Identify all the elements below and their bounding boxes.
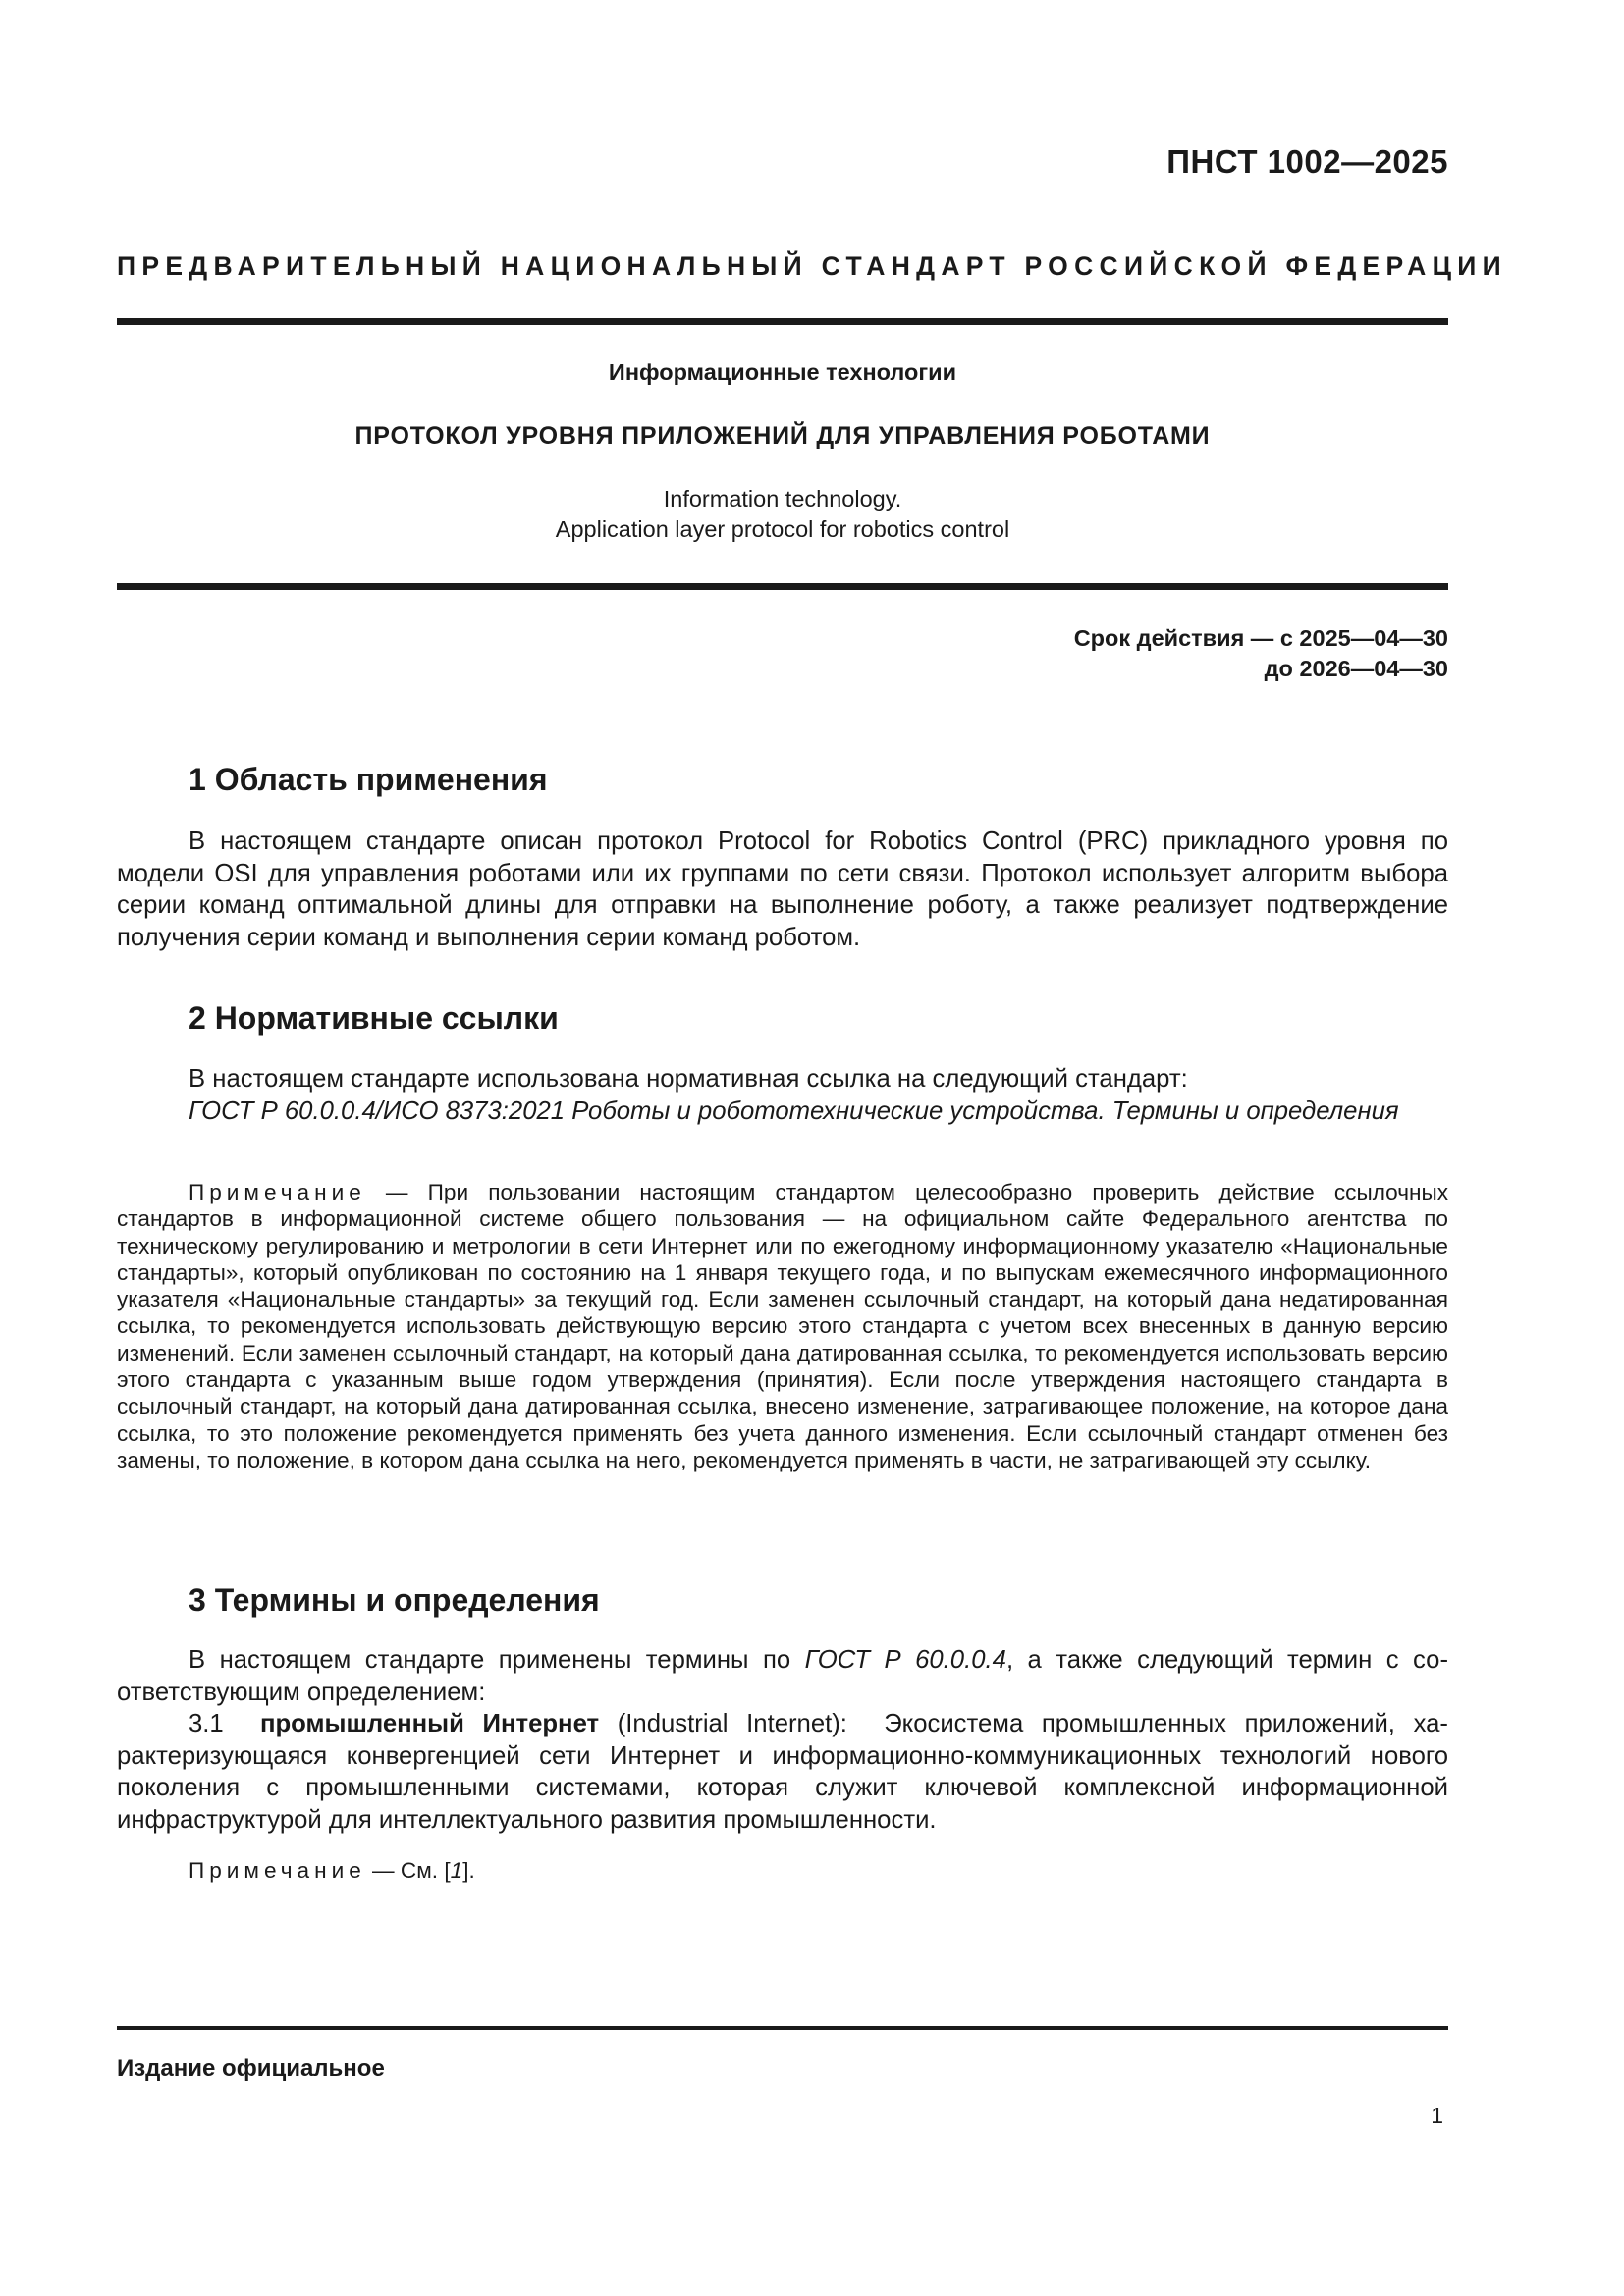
note-text-end: ].: [462, 1858, 475, 1883]
bibliography-ref: 1: [450, 1858, 463, 1883]
term-definition: [117, 1708, 1448, 1836]
footer-divider: [117, 2026, 1448, 2030]
official-edition-label: Издание официальное: [117, 2056, 385, 2082]
subject-title: Информационные технологии: [608, 359, 957, 385]
series-title: ПРЕДВАРИТЕЛЬНЫЙ НАЦИОНАЛЬНЫЙ СТАНДАРТ РОССИЙСКОЙ ФЕДЕРАЦИИ: [117, 251, 1507, 281]
divider: [117, 318, 1448, 325]
reference-item: ГОСТ Р 60.0.0.4/ИСО 8373:2021 Роботы и робототехнические устройства. Термины и определения: [189, 1097, 1399, 1125]
note-label: Примечание: [189, 1858, 366, 1883]
terms-intro-text: В настоящем стандарте применены термины по: [189, 1646, 805, 1674]
main-title: ПРОТОКОЛ УРОВНЯ ПРИЛОЖЕНИЙ ДЛЯ УПРАВЛЕНИЯ РОБОТАМИ: [354, 422, 1211, 450]
terms-intro-reference: ГОСТ Р 60.0.0.4: [804, 1646, 1006, 1674]
terms-note: [189, 1858, 475, 1884]
terms-intro-text-end: , а также следующий термин с соответствующим определением:: [117, 1646, 1448, 1706]
english-title-line2: Application layer protocol for robotics control: [555, 516, 1010, 542]
document-number: ПНСТ 1002—2025: [1166, 143, 1448, 180]
note-text-start: — См. [: [365, 1858, 451, 1883]
references-intro: В настоящем стандарте использована нормативная ссылка на следующий стандарт:: [189, 1065, 1188, 1093]
validity-to: до 2026—04—30: [1264, 656, 1448, 681]
references-note: [117, 1179, 1448, 1473]
validity-period: [1074, 623, 1448, 684]
term-number: 3.1: [189, 1710, 224, 1737]
section-heading-scope: 1 Область применения: [189, 762, 548, 797]
section-heading-terms: 3 Термины и определения: [189, 1582, 600, 1618]
scope-paragraph: В настоящем стандарте описан протокол Protocol for Robotics Control (PRC) прикладного уровня по модели OSI для управления роботами или их группами по сети связи. Протокол использует алгоритм выбора серии команд оптимальной длины для отправки на выполнение роботу, а также реализует подтверждение получения серии команд и выполнения серии команд роботом.: [117, 828, 1448, 951]
english-title: [117, 484, 1448, 545]
divider: [117, 583, 1448, 590]
term-name: промышленный Интернет: [259, 1710, 600, 1737]
term-english: (Industrial Internet):: [617, 1710, 847, 1737]
note-label: Примечание: [189, 1180, 366, 1204]
term-definition-text: Экосистема промышленных приложений, характеризующаяся конвергенцией сети Интернет и информационно-коммуникационных технологий нового поколения с промышленными системами, которая служит ключевой комплексной информационной инфраструктурой для интеллектуального развития промышленности.: [117, 1710, 1448, 1834]
page-number: 1: [1431, 2103, 1443, 2128]
terms-intro: [117, 1644, 1448, 1708]
validity-from: Срок действия — с 2025—04—30: [1073, 625, 1448, 651]
section-heading-references: 2 Нормативные ссылки: [189, 1000, 559, 1036]
note-text: — При пользовании настоящим стандартом целесообразно проверить действие ссылочных стандартов в информационной системе общего пользования — на официальном сайте Федерального агентства по техническому регулированию и метрологии в сети Интернет или по ежегодному информационному указателю «Национальные стандарты», который опубликован по состоянию на 1 января текущего года, и по выпускам ежемесячного информационного указателя «Национальные стандарты» за текущий год. Если заменен ссылочный стандарт, на который дана недатированная ссылка, то рекомендуется использовать действующую версию этого стандарта с учетом всех внесенных в данную версию изменений. Если заменен ссылочный стандарт, на который дана датированная ссылка, то рекомендуется использовать версию этого стандарта с указанным выше годом утверждения (принятия). Если после утверждения настоящего стандарта в ссылочный стандарт, на который дана датированная ссылка, внесено изменение, затрагивающее положение, на которое дана ссылка, то это положение рекомендуется применять без учета данного изменения. Если ссылочный стандарт отменен без замены, то положение, в котором дана ссылка на него, рекомендуется применять в части, не затрагивающей эту ссылку.: [117, 1180, 1448, 1472]
english-title-line1: Information technology.: [663, 486, 902, 511]
